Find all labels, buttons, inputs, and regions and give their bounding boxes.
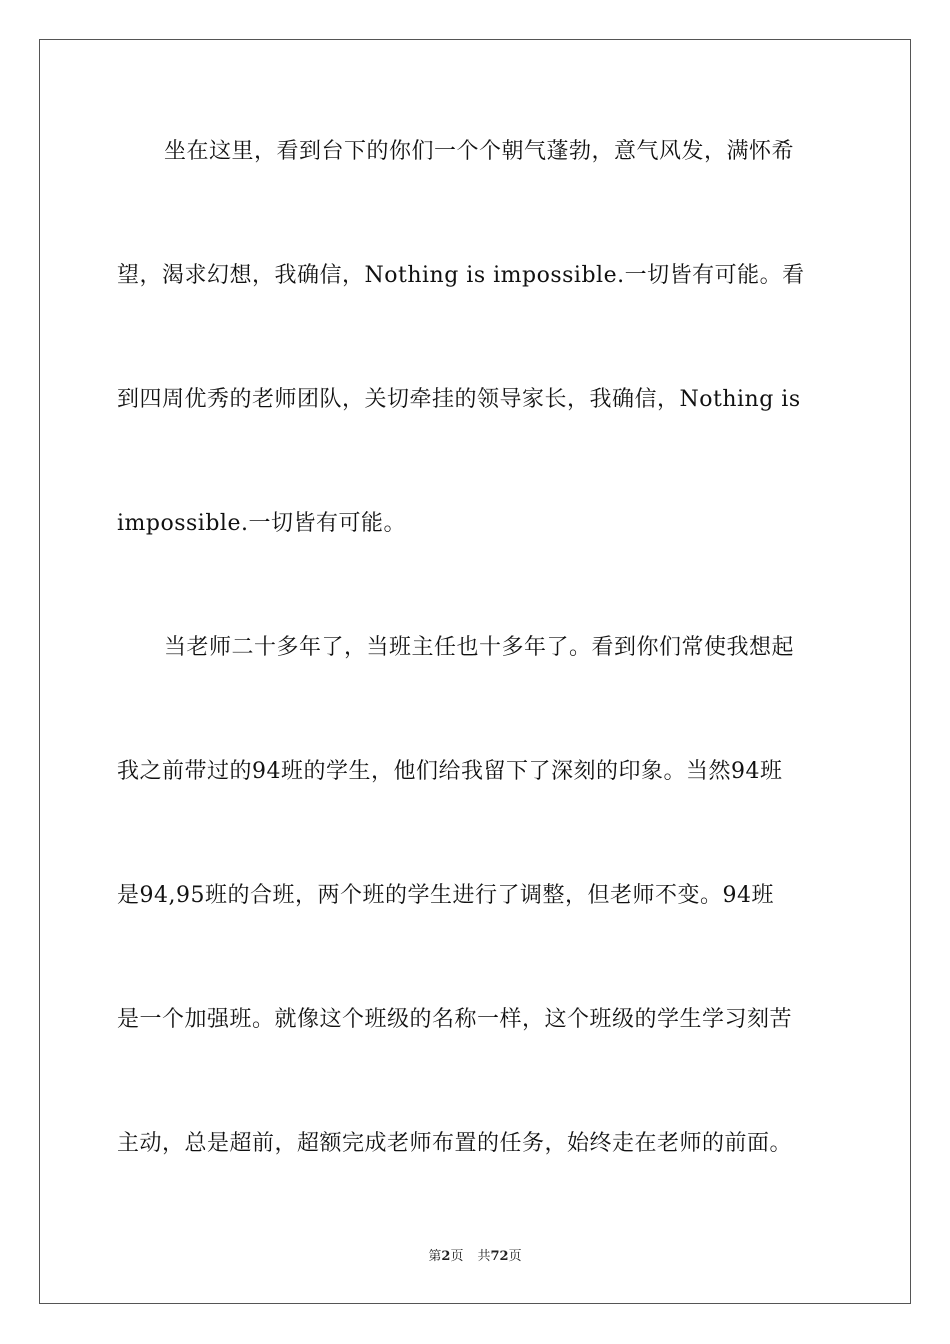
paragraph-1-line-2: 望，渴求幻想，我确信，Nothing is impossible.一切皆有可能。看	[117, 263, 805, 288]
paragraph-2-line-3: 是94,95班的合班，两个班的学生进行了调整，但老师不变。94班	[117, 883, 774, 908]
page-border	[39, 39, 911, 1304]
page-number: 2	[441, 1249, 451, 1264]
total-pages: 72	[490, 1249, 509, 1264]
page-prefix: 第	[428, 1249, 442, 1264]
paragraph-2-line-5: 主动，总是超前，超额完成老师布置的任务，始终走在老师的前面。	[117, 1131, 793, 1156]
page-footer	[0, 1248, 950, 1266]
paragraph-1-line-1: 坐在这里，看到台下的你们一个个朝气蓬勃，意气风发，满怀希	[164, 139, 795, 164]
paragraph-2-line-1: 当老师二十多年了，当班主任也十多年了。看到你们常使我想起	[164, 635, 795, 660]
paragraph-2-line-4: 是一个加强班。就像这个班级的名称一样，这个班级的学生学习刻苦	[117, 1007, 793, 1032]
page-suffix: 页	[450, 1249, 464, 1264]
paragraph-1-line-4: impossible.一切皆有可能。	[117, 511, 406, 536]
paragraph-1-line-3: 到四周优秀的老师团队，关切牵挂的领导家长，我确信，Nothing is	[117, 387, 801, 412]
total-suffix: 页	[508, 1249, 522, 1264]
paragraph-2-line-2: 我之前带过的94班的学生，他们给我留下了深刻的印象。当然94班	[117, 759, 783, 784]
total-prefix: 共	[477, 1249, 491, 1264]
